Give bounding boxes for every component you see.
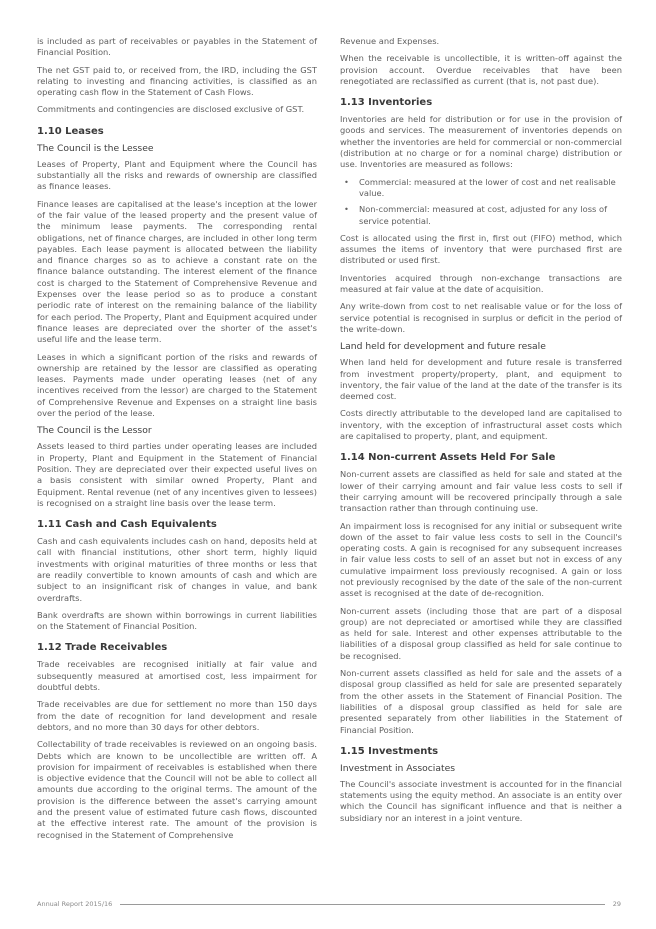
paragraph: When the receivable is uncollectible, it is written-off against the provision account. Overdue receivables that have been renegotiated are reclassified as current (that is, not past due). [340, 53, 622, 86]
section-heading-inventories: 1.13 Inventories [340, 97, 433, 109]
footer-divider [120, 904, 604, 905]
paragraph: Commitments and contingencies are disclosed exclusive of GST. [37, 104, 305, 115]
paragraph: The net GST paid to, or received from, the IRD, including the GST relating to investing and financing activities, is classified as an operating cash flow in the Statement of Cash Flows. [37, 64, 317, 98]
paragraph: Revenue and Expenses. [340, 36, 440, 46]
paragraph: Inventories acquired through non-exchange transactions are measured at fair value at the date of acquisition. [340, 272, 622, 295]
paragraph: Assets leased to third parties under operating leases are included in Property, Plant and Equipment in the Statement of Financial Position. They are depreciated over their expected useful lives on a basis consistent with similar owned Property, Plant and Equipment. Rental revenue (net of any incentives given to lessees) is recognised on a straight line basis over the lease term. [37, 441, 317, 508]
subheading-lessee: The Council is the Lessee [37, 142, 154, 154]
paragraph: An impairment loss is recognised for any initial or subsequent write down of the asset to fair value less costs to sell in the Council's operating costs. A gain is recognised for any subsequent increases in fair value less costs to sell of an asset but not in excess of any cumulative impairment loss previously recognised. A gain or loss not previously recognised by the date of the sale of the non-current asset is recognised at the date of de-recognition. [340, 520, 622, 599]
paragraph: Costs directly attributable to the developed land are capitalised to inventory, with the exception of infrastructural asset costs which are capitalised to property, plant, and equipment. [340, 408, 622, 442]
section-heading-non-current-assets: 1.14 Non-current Assets Held For Sale [340, 452, 556, 464]
section-heading-leases: 1.10 Leases [37, 125, 104, 137]
paragraph: Leases of Property, Plant and Equipment where the Council has substantially all the risks and rewards of ownership are classified as finance leases. [37, 158, 317, 192]
report-title: Annual Report 2015/16 [37, 900, 113, 908]
paragraph: Collectability of trade receivables is reviewed on an ongoing basis. Debts which are known to be uncollectible are written off. A provision for impairment of receivables is established when there is objective evidence that the Council will not be able to collect all amounts due according to the original terms. The amount of the provision is the difference between the asset's carrying amount and the present value of estimated future cash flows, discounted at the effective interest rate. The amount of the provision is recognised in the Statement of Comprehensive [37, 739, 317, 840]
subheading-lessor: The Council is the Lessor [37, 425, 152, 437]
paragraph: Inventories are held for distribution or for use in the provision of goods and services. The measurement of inventories depends on whether the inventories are held for commercial or non-commercial (distribution at no charge or for a nominal charge) distribution or use. Inventories are measured as follows: [340, 114, 622, 170]
paragraph: When land held for development and future resale is transferred from investment property/property, plant, and equipment to inventory, the fair value of the land at the date of the transfer is its deemed cost. [340, 357, 622, 402]
paragraph: Trade receivables are recognised initially at fair value and subsequently measured at amortised cost, less impairment for doubtful debts. [37, 659, 317, 693]
right-column [340, 36, 622, 830]
section-heading-trade-receivables: 1.12 Trade Receivables [37, 642, 168, 654]
paragraph: Non-current assets (including those that are part of a disposal group) are not depreciated or amortised while they are classified as held for sale. Interest and other expenses attributable to the liabilities of a disposal group classified as held for sale continue to be recognised. [340, 605, 622, 661]
subheading-associates: Investment in Associates [340, 762, 456, 774]
paragraph: Bank overdrafts are shown within borrowings in current liabilities on the Statement of Financial Position. [37, 609, 317, 632]
paragraph: Non-current assets are classified as held for sale and stated at the lower of their carrying amount and fair value less costs to sell if their carrying amount will be recovered principally through a sale transaction rather than through continuing use. [340, 469, 622, 514]
paragraph: is included as part of receivables or payables in the Statement of Financial Position. [37, 36, 317, 58]
paragraph: Non-current assets classified as held for sale and the assets of a disposal group classified as held for sale are presented separately from the other assets in the Statement of Financial Position. The liabilities of a disposal group classified as held for sale are presented separately from other liabilities in the Statement of Financial Position. [340, 668, 622, 735]
paragraph: Trade receivables are due for settlement no more than 150 days from the date of recognition for land development and resale debtors, and no more than 30 days for other debtors. [37, 699, 317, 732]
list-item: • Non-commercial: measured at cost, adjusted for any loss of service potential. [340, 204, 622, 227]
section-heading-investments: 1.15 Investments [340, 745, 439, 757]
bullet-list [340, 177, 622, 227]
section-heading-cash: 1.11 Cash and Cash Equivalents [37, 519, 217, 531]
list-item: • Commercial: measured at the lower of cost and net realisable value. [340, 177, 622, 200]
paragraph: Any write-down from cost to net realisable value or for the loss of service potential is recognised in surplus or deficit in the period of the write-down. [340, 301, 622, 334]
page-number: 29 [612, 900, 621, 908]
paragraph: Leases in which a significant portion of the risks and rewards of ownership are retained by the lessor are classified as operating leases. Payments made under operating leases (net of any incentives received from the lessor) are charged to the Statement of Comprehensive Revenue and Expenses on a straight line basis over the period of the lease. [37, 351, 317, 419]
left-column [37, 36, 317, 847]
paragraph: Finance leases are capitalised at the lease's inception at the lower of the fair value of the leased property and the present value of the minimum lease payments. The corresponding rental obligations, net of finance charges, are included in other long term payables. Each lease payment is allocated between the liability and finance charges so as to achieve a constant rate on the finance balance outstanding. The interest element of the finance cost is charged to the Statement of Comprehensive Revenue and Expenses over the lease period so as to produce a constant periodic rate of interest on the remaining balance of the liability for each period. The Property, Plant and Equipment acquired under finance leases are depreciated over the shorter of the asset's useful life and the lease term. [37, 198, 317, 345]
paragraph: Cost is allocated using the first in, first out (FIFO) method, which assumes the items of inventory that were purchased first are distributed or used first. [340, 232, 622, 266]
paragraph: The Council's associate investment is accounted for in the financial statements using the equity method. An associate is an entity over which the Council has significant influence and that is neither a subsidiary nor an interest in a joint venture. [340, 778, 622, 823]
subheading-land: Land held for development and future resale [340, 341, 546, 353]
paragraph: Cash and cash equivalents includes cash on hand, deposits held at call with financial institutions, other short term, highly liquid investments with original maturities of three months or less that are readily convertible to known amounts of cash and which are subject to an insignificant risk of changes in value, and bank overdrafts. [37, 536, 317, 603]
page-footer [37, 898, 621, 910]
